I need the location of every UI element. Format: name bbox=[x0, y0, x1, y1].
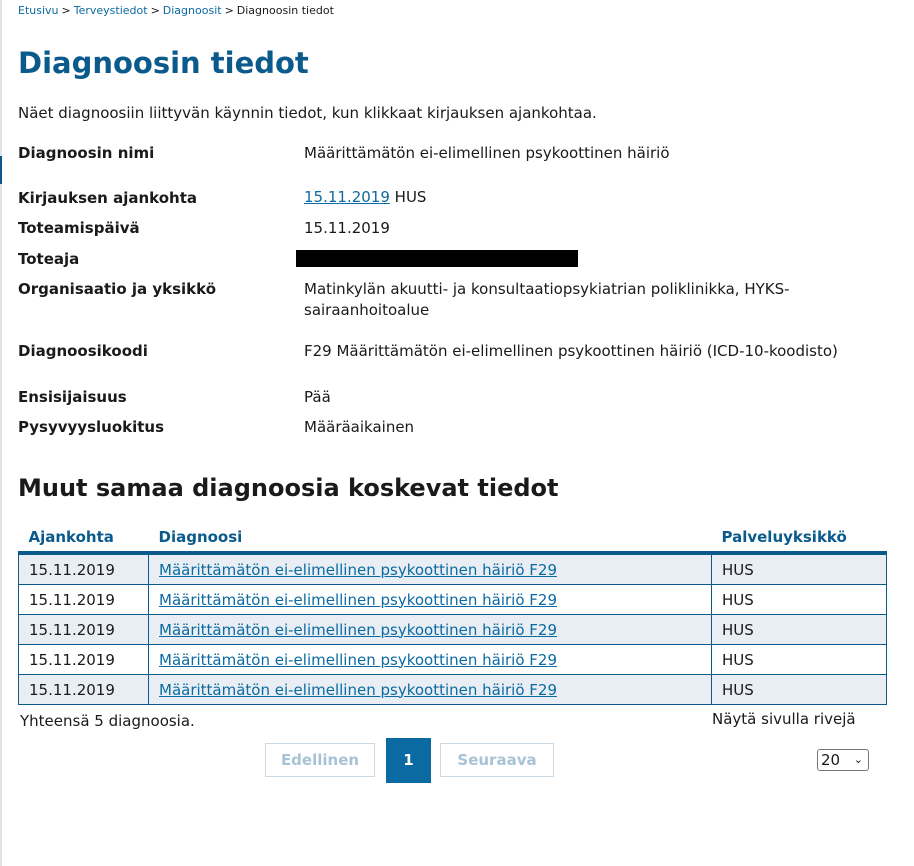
redacted-author bbox=[296, 250, 578, 267]
row-date: 15.11.2019 bbox=[19, 615, 149, 645]
row-unit: HUS bbox=[712, 645, 887, 675]
table-row bbox=[19, 553, 887, 585]
left-rule bbox=[0, 0, 2, 866]
row-diagnosis-link[interactable]: Määrittämätön ei-elimellinen psykoottinen häiriö F29 bbox=[159, 680, 557, 699]
intro-text: Näet diagnoosiin liittyvän käynnin tiedot, kun klikkaat kirjauksen ajankohtaa. bbox=[18, 104, 597, 122]
row-diagnosis-link[interactable]: Määrittämätön ei-elimellinen psykoottinen häiriö F29 bbox=[159, 620, 557, 639]
diagnosis-name-value: Määrittämätön ei-elimellinen psykoottinen häiriö bbox=[304, 144, 670, 162]
author-label: Toteaja bbox=[18, 250, 80, 268]
row-diagnosis-link[interactable]: Määrittämätön ei-elimellinen psykoottinen häiriö F29 bbox=[159, 560, 557, 579]
row-unit: HUS bbox=[712, 675, 887, 705]
table-row bbox=[19, 585, 887, 615]
diagnosis-code-value: F29 Määrittämätön ei-elimellinen psykoottinen häiriö (ICD-10-koodisto) bbox=[304, 342, 838, 360]
table-header-row bbox=[19, 522, 887, 553]
row-diagnosis bbox=[149, 675, 712, 705]
row-diagnosis-link[interactable]: Määrittämätön ei-elimellinen psykoottinen häiriö F29 bbox=[159, 590, 557, 609]
organization-label: Organisaatio ja yksikkö bbox=[18, 280, 217, 298]
breadcrumb-health-info[interactable]: Terveystiedot bbox=[73, 4, 148, 17]
entry-time-unit: HUS bbox=[394, 188, 427, 206]
row-unit: HUS bbox=[712, 615, 887, 645]
row-date: 15.11.2019 bbox=[19, 553, 149, 585]
next-page-button[interactable]: Seuraava bbox=[440, 743, 554, 777]
total-count: Yhteensä 5 diagnoosia. bbox=[20, 712, 195, 730]
row-unit: HUS bbox=[712, 553, 887, 585]
breadcrumb-home[interactable]: Etusivu bbox=[18, 4, 59, 17]
priority-label: Ensisijaisuus bbox=[18, 388, 127, 406]
breadcrumb-separator: > bbox=[224, 4, 234, 17]
permanence-label: Pysyvyysluokitus bbox=[18, 418, 165, 436]
breadcrumb-current: Diagnoosin tiedot bbox=[236, 4, 334, 17]
rows-per-page-value: 20 bbox=[821, 751, 841, 769]
row-diagnosis-link[interactable]: Määrittämätön ei-elimellinen psykoottinen häiriö F29 bbox=[159, 650, 557, 669]
priority-value: Pää bbox=[304, 388, 331, 406]
table-row bbox=[19, 645, 887, 675]
left-rule-accent bbox=[0, 156, 2, 184]
related-table-wrap bbox=[18, 522, 887, 705]
breadcrumb-separator: > bbox=[150, 4, 160, 17]
related-table bbox=[18, 522, 887, 705]
entry-time-label: Kirjauksen ajankohta bbox=[18, 189, 197, 207]
page-1-button[interactable]: 1 bbox=[386, 738, 431, 783]
chevron-down-icon: ⌄ bbox=[853, 753, 863, 766]
breadcrumb-separator: > bbox=[61, 4, 71, 17]
table-row bbox=[19, 675, 887, 705]
rows-per-page-select[interactable] bbox=[817, 749, 869, 771]
previous-page-button[interactable]: Edellinen bbox=[265, 743, 375, 777]
permanence-value: Määräaikainen bbox=[304, 418, 415, 436]
column-header-diagnosis[interactable]: Diagnoosi bbox=[149, 522, 712, 553]
row-date: 15.11.2019 bbox=[19, 585, 149, 615]
diagnosis-name-label: Diagnoosin nimi bbox=[18, 144, 155, 162]
detection-date-value: 15.11.2019 bbox=[304, 219, 390, 237]
row-diagnosis bbox=[149, 615, 712, 645]
diagnosis-code-label: Diagnoosikoodi bbox=[18, 342, 148, 360]
detection-date-label: Toteamispäivä bbox=[18, 219, 140, 237]
entry-time-link[interactable]: 15.11.2019 bbox=[304, 188, 390, 206]
breadcrumb-diagnoses[interactable]: Diagnoosit bbox=[162, 4, 222, 17]
entry-time-value bbox=[304, 187, 864, 208]
column-header-unit[interactable]: Palveluyksikkö bbox=[712, 522, 887, 553]
row-diagnosis bbox=[149, 585, 712, 615]
row-diagnosis bbox=[149, 645, 712, 675]
rows-per-page-label: Näytä sivulla rivejä bbox=[712, 710, 856, 728]
row-date: 15.11.2019 bbox=[19, 645, 149, 675]
row-date: 15.11.2019 bbox=[19, 675, 149, 705]
related-section-title: Muut samaa diagnoosia koskevat tiedot bbox=[18, 474, 559, 502]
table-row bbox=[19, 615, 887, 645]
row-unit: HUS bbox=[712, 585, 887, 615]
organization-value: Matinkylän akuutti- ja konsultaatiopsykiatrian poliklinikka, HYKS-sairaanhoitoalue bbox=[304, 280, 790, 319]
page-title: Diagnoosin tiedot bbox=[18, 46, 309, 80]
row-diagnosis bbox=[149, 553, 712, 585]
breadcrumb bbox=[18, 4, 334, 17]
column-header-date[interactable]: Ajankohta bbox=[19, 522, 149, 553]
